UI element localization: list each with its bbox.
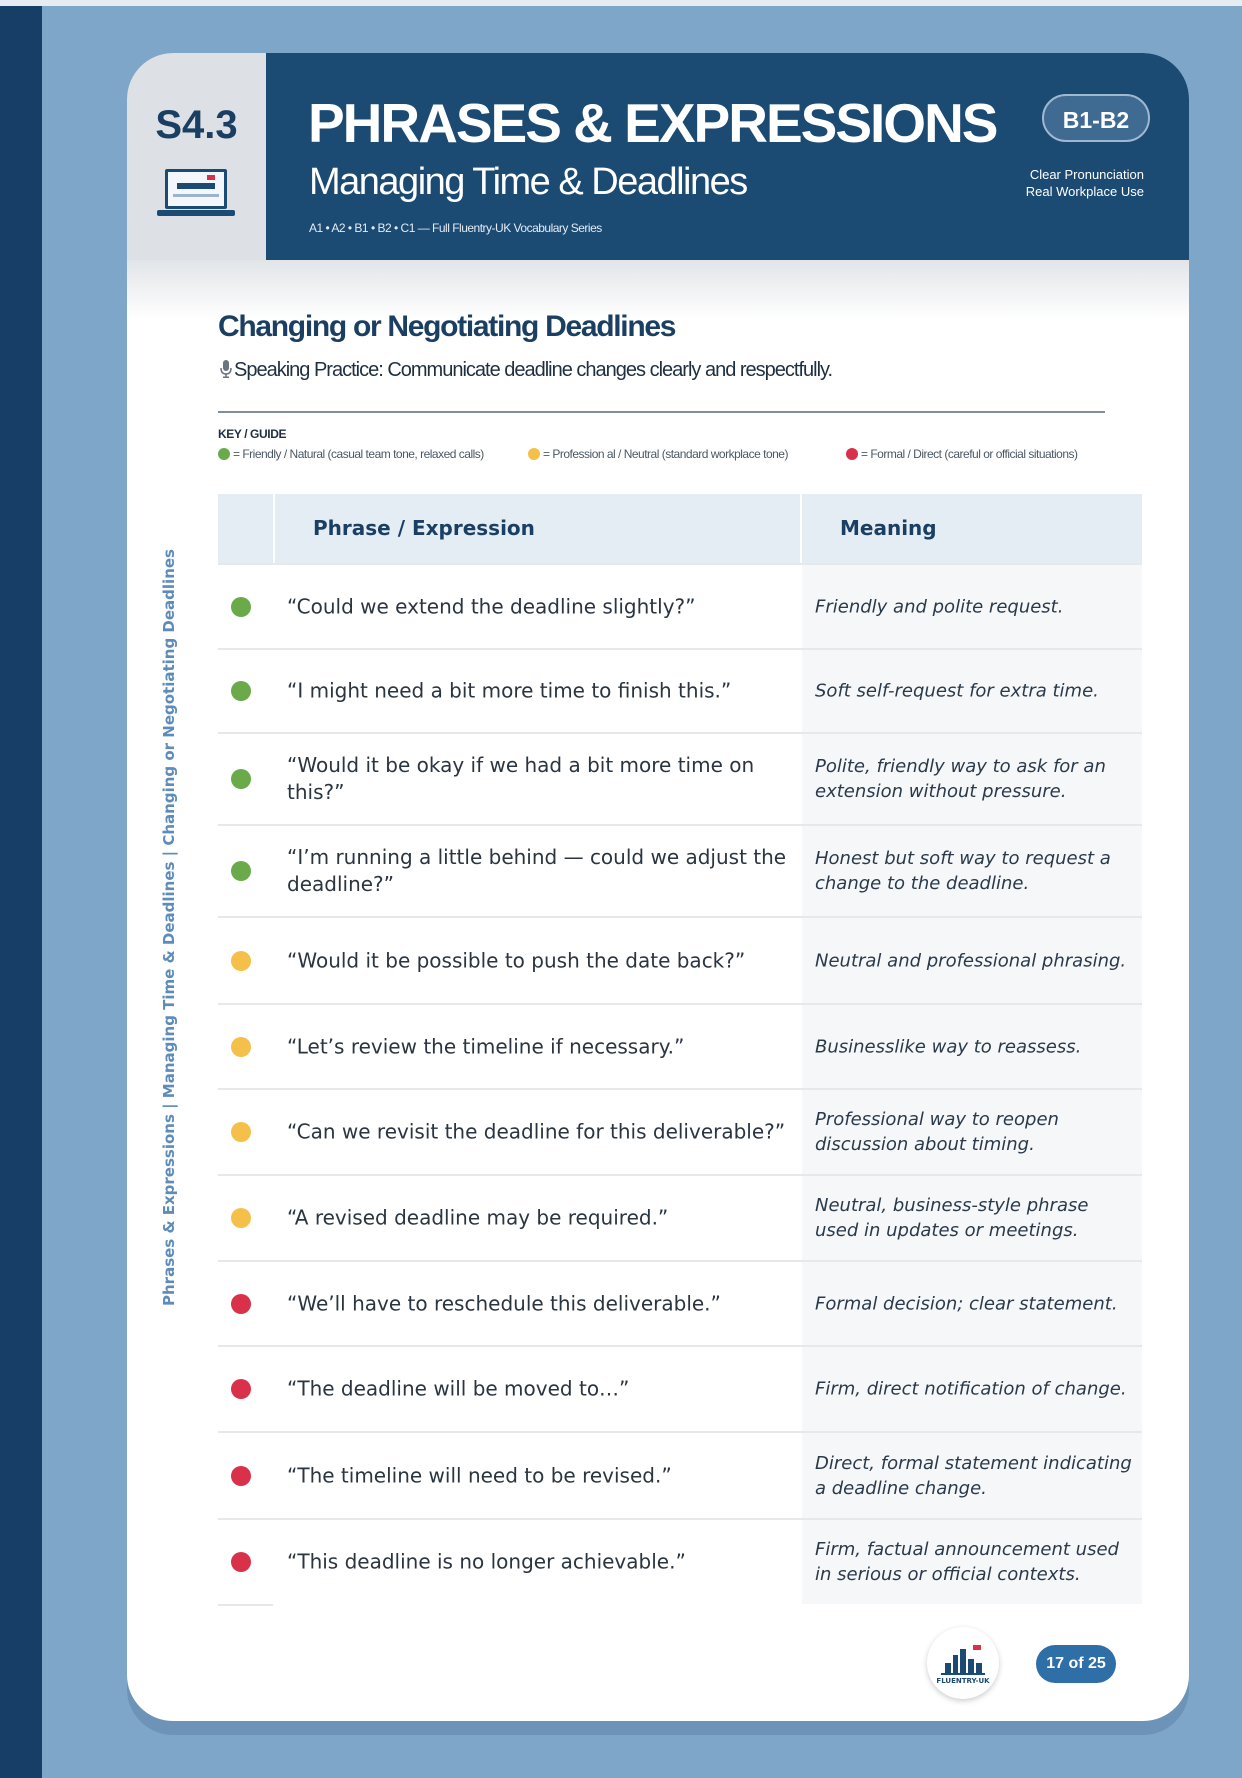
table-row [218,916,1142,1003]
phrase-text: “The deadline will be moved to…” [287,1376,630,1401]
table-row [218,1003,1142,1088]
level-badge: B1-B2 [1042,94,1150,142]
series-line: A1 • A2 • B1 • B2 • C1 — Full Fluentry-UK Vocabulary Series [309,221,602,235]
meaning-text: Formal decision; clear statement. [815,1293,1118,1314]
phrase-text: “I might need a bit more time to finish this.” [287,678,732,703]
vertical-side-label: Phrases & Expressions | Managing Time & Deadlines | Changing or Negotiating Deadlines [160,549,178,1306]
phrase-text: “This deadline is no longer achievable.” [287,1549,686,1574]
tone-dot-icon [231,769,251,789]
table-row [218,1174,1142,1260]
section-subtitle-text: Speaking Practice: Communicate deadline changes clearly and respectfully. [234,359,833,381]
tone-dot-icon [231,597,251,617]
divider-rule [218,411,1105,413]
meaning-text: Businesslike way to reassess. [815,1036,1082,1057]
meaning-text: Neutral, business-style phrase used in updates or meetings. [815,1195,1089,1241]
phrase-text: “We’ll have to reschedule this deliverable.” [287,1291,721,1315]
table-row [218,1518,1142,1604]
meaning-text: Direct, formal statement indicating a deadline change. [815,1452,1132,1499]
lesson-code: S4.3 [155,103,238,147]
key-item-professional: = Profession al / Neutral (standard workplace tone) [528,447,788,461]
tone-dot-icon [231,1552,251,1572]
tag-workplace: Real Workplace Use [1025,184,1144,199]
footer-logo-text: FLUENTRY-UK [936,1677,990,1685]
left-accent-bar [0,6,42,1778]
top-strip [0,0,1242,6]
header-subtitle: Managing Time & Deadlines [309,161,747,203]
table-header [218,494,1142,563]
phrase-text: “Could we extend the deadline slightly?” [287,594,696,618]
tag-pronunciation: Clear Pronunciation [1029,167,1144,182]
phrase-text: “Let’s review the timeline if necessary.” [287,1034,685,1058]
tone-dot-icon [231,1037,251,1057]
table-body [218,563,1142,1604]
meaning-text: Polite, friendly way to ask for an extension without pressure. [815,756,1106,802]
yellow-dot-icon [528,448,540,460]
meaning-text: Friendly and polite request. [815,596,1064,617]
phrase-text: “Would it be possible to push the date back?” [287,948,746,972]
footer-logo [927,1627,999,1699]
tone-dot-icon [231,861,251,881]
table-row [218,824,1142,916]
laptop-logo-icon [157,167,235,223]
tone-dot-icon [231,1122,251,1142]
tone-dot-icon [231,951,251,971]
page-number-badge: 17 of 25 [1036,1645,1116,1683]
tone-dot-icon [231,681,251,701]
header-phrase: Phrase / Expression [313,516,535,540]
table-row [218,1431,1142,1518]
phrase-text: “A revised deadline may be required.” [287,1205,669,1230]
meaning-text: Firm, direct notification of change. [815,1378,1127,1400]
table-row [218,1088,1142,1174]
key-item-friendly: = Friendly / Natural (casual team tone, relaxed calls) [218,447,484,461]
table-row [218,1260,1142,1345]
phrase-text: “Can we revisit the deadline for this deliverable?” [287,1119,786,1144]
skyline-logo-icon [927,1627,999,1699]
meaning-text: Firm, factual announcement used in serious or official contexts. [815,1539,1119,1585]
red-dot-icon [846,448,858,460]
microphone-icon [220,360,232,378]
key-item-formal: = Formal / Direct (careful or official situations) [846,447,1078,461]
table-row [218,648,1142,732]
table-row [218,732,1142,824]
code-box [127,53,266,260]
phrase-text: “The timeline will need to be revised.” [287,1463,672,1487]
section-title: Changing or Negotiating Deadlines [218,310,676,343]
header-banner [127,53,1189,260]
tone-dot-icon [231,1294,251,1314]
key-title: KEY / GUIDE [218,427,287,441]
header-meaning: Meaning [840,516,937,540]
meaning-text: Soft self-request for extra time. [815,680,1099,702]
phrases-table [218,494,1142,1624]
tone-dot-icon [231,1208,251,1228]
header-title: PHRASES & EXPRESSIONS [308,92,997,154]
green-dot-icon [218,448,230,460]
table-row [218,563,1142,648]
meaning-text: Neutral and professional phrasing. [815,950,1127,971]
meaning-text: Professional way to reopen discussion about timing. [815,1109,1059,1155]
tone-dot-icon [231,1466,251,1486]
table-row [218,1345,1142,1431]
tone-dot-icon [231,1379,251,1399]
meaning-text: Honest but soft way to request a change to the deadline. [815,848,1111,894]
phrase-text: “Would it be okay if we had a bit more time on this?” [287,753,755,804]
section-subtitle [220,359,832,382]
phrase-text: “I’m running a little behind — could we adjust the deadline?” [287,845,787,896]
